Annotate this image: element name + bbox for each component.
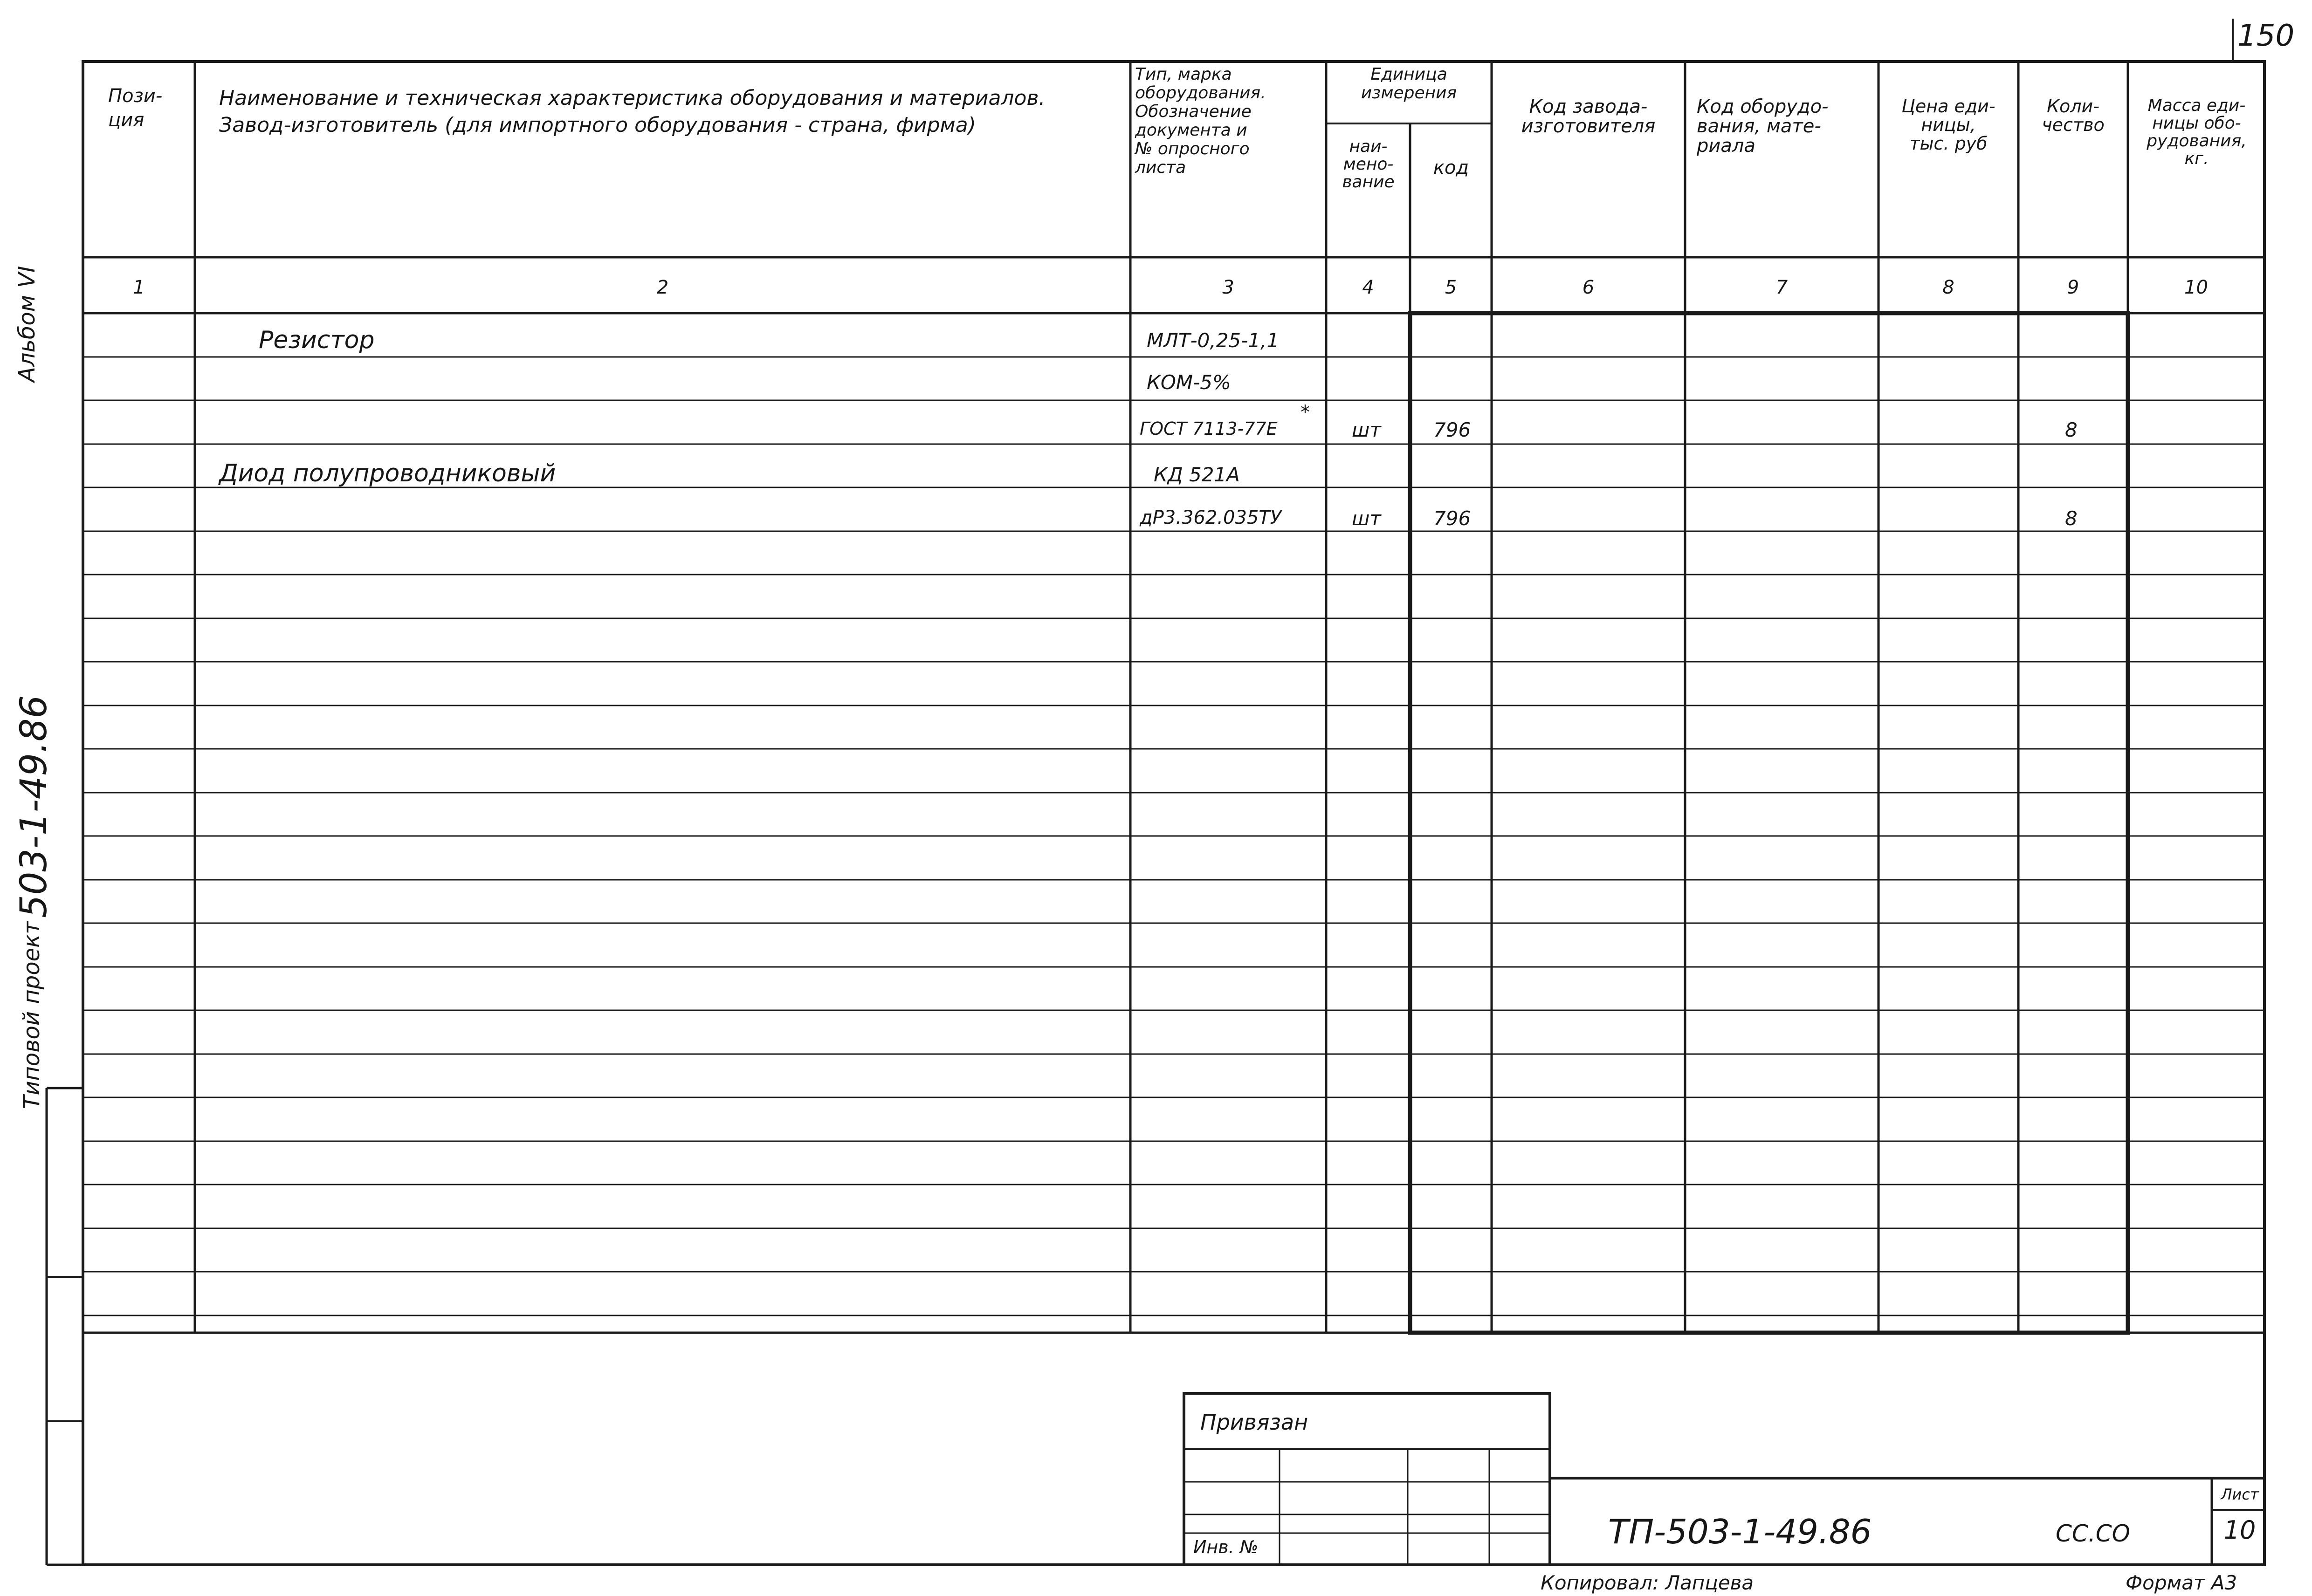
column-number: 6 (1582, 277, 1595, 298)
sheet-code: СС.СО (2056, 1520, 2130, 1547)
column-number: 2 (656, 277, 669, 298)
item-type: дР3.362.035ТУ (1140, 507, 1282, 528)
header-name: Наименование и техническая характеристика оборудования и материалов. Завод-изготовитель (для импортного оборудования - страна, фирма) (219, 86, 1046, 137)
column-number: 4 (1362, 277, 1374, 298)
header-position: Пози- ция (108, 85, 163, 131)
header-unit-code: код (1433, 157, 1469, 178)
header-unit-name: наи- мено- вание (1342, 137, 1395, 192)
item-type: КОМ-5% (1147, 371, 1231, 394)
item-name: Диод полупроводниковый (219, 459, 556, 487)
header-unit-price: Цена еди- ницы, тыс. руб (1901, 96, 1995, 154)
inv-label: Инв. № (1193, 1537, 1259, 1557)
bound-label: Привязан (1200, 1410, 1308, 1435)
sheet-number: 10 (2223, 1515, 2256, 1545)
item-type-mark: * (1300, 402, 1310, 423)
item-type: МЛТ-0,25-1,1 (1147, 329, 1280, 352)
page-number: 150 (2237, 19, 2295, 53)
column-number: 8 (1942, 277, 1954, 298)
sheet-label: Лист (2221, 1486, 2259, 1503)
header-quantity: Коли- чество (2042, 96, 2105, 135)
item-type: КД 521А (1154, 463, 1240, 486)
item-code: 796 (1433, 507, 1471, 530)
project-number: 503-1-49.86 (13, 695, 55, 918)
item-type: ГОСТ 7113-77Е (1140, 418, 1278, 439)
header-factory-code: Код завода- изготовителя (1521, 96, 1656, 137)
column-number: 9 (2067, 277, 2079, 298)
item-quantity: 8 (2065, 507, 2078, 530)
header-unit-mass: Масса еди- ницы обо- рудования, кг. (2147, 96, 2247, 168)
column-number: 3 (1222, 277, 1234, 298)
document-code: ТП-503-1-49.86 (1608, 1512, 1872, 1551)
column-number: 5 (1445, 277, 1457, 298)
column-number: 10 (2184, 277, 2208, 298)
column-number: 1 (133, 277, 145, 298)
header-type: Тип, марка оборудования. Обозначение документа и № опросного листа (1135, 65, 1266, 177)
format-label: Формат А3 (2126, 1571, 2237, 1594)
header-unit-group: Единица измерения (1361, 65, 1457, 103)
item-code: 796 (1433, 418, 1471, 441)
header-equipment-code: Код оборудо- вания, мате- риала (1697, 96, 1829, 157)
column-number: 7 (1775, 277, 1788, 298)
item-quantity: 8 (2065, 418, 2078, 441)
item-name: Резистор (259, 326, 375, 354)
item-unit: шт (1352, 418, 1381, 441)
item-unit: шт (1352, 507, 1381, 530)
project-label: Типовой проект (19, 921, 45, 1109)
copied-by: Копировал: Лапцева (1541, 1571, 1754, 1594)
album-label: Альбом VI (14, 266, 40, 382)
